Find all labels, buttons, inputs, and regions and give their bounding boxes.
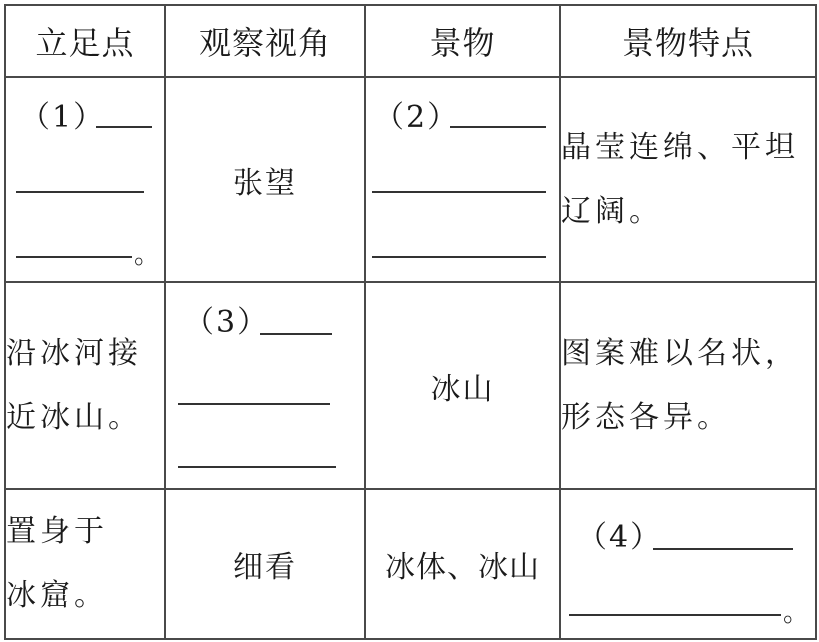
- cell-angle-3: 细看: [165, 489, 365, 639]
- cell-scene-2: 冰山: [365, 282, 560, 489]
- blank-number-3: （3）: [184, 305, 270, 340]
- header-scene: 景物: [365, 5, 560, 77]
- header-standpoint: 立足点: [5, 5, 165, 77]
- standpoint-line: 沿冰河接: [6, 335, 142, 371]
- observation-table: [4, 4, 817, 640]
- blank-number-2: （2）: [374, 100, 460, 135]
- features-line: 形态各异。: [561, 399, 731, 435]
- cell-scene-3: 冰体、冰山: [365, 489, 560, 639]
- header-features: 景物特点: [560, 5, 816, 77]
- answer-blank-1c[interactable]: [16, 256, 132, 258]
- period-mark: 。: [134, 240, 161, 270]
- period-mark: 。: [783, 598, 810, 628]
- standpoint-line: 近冰山。: [6, 399, 142, 435]
- features-line: 辽阔。: [561, 193, 663, 229]
- answer-blank-4b[interactable]: [569, 614, 781, 616]
- blank-number-4: （4）: [577, 520, 663, 555]
- cell-features-1: [560, 77, 816, 282]
- answer-blank-2a[interactable]: [450, 126, 546, 128]
- cell-scene-1: [365, 77, 560, 282]
- answer-blank-2b[interactable]: [372, 191, 546, 193]
- cell-angle-1: 张望: [165, 77, 365, 282]
- table-row: [5, 489, 816, 639]
- answer-blank-4a[interactable]: [653, 548, 793, 550]
- cell-standpoint-1: [5, 77, 165, 282]
- answer-blank-1a[interactable]: [96, 126, 152, 128]
- cell-features-3: [560, 489, 816, 639]
- standpoint-line: 置身于: [6, 514, 108, 549]
- answer-blank-3a[interactable]: [260, 333, 332, 335]
- table-row: [5, 282, 816, 489]
- blank-number-1: （1）: [20, 100, 106, 135]
- features-line: 晶莹连绵、平坦: [561, 129, 799, 165]
- cell-angle-2: [165, 282, 365, 489]
- cell-standpoint-3: [5, 489, 165, 639]
- cell-standpoint-2: [5, 282, 165, 489]
- table-header-row: [5, 5, 816, 77]
- answer-blank-3b[interactable]: [178, 403, 330, 405]
- standpoint-line: 冰窟。: [6, 578, 108, 613]
- answer-blank-3c[interactable]: [178, 466, 336, 468]
- features-line: 图案难以名状，: [561, 335, 799, 371]
- answer-blank-2c[interactable]: [372, 256, 546, 258]
- cell-features-2: [560, 282, 816, 489]
- table-row: [5, 77, 816, 282]
- header-angle: 观察视角: [165, 5, 365, 77]
- answer-blank-1b[interactable]: [16, 191, 144, 193]
